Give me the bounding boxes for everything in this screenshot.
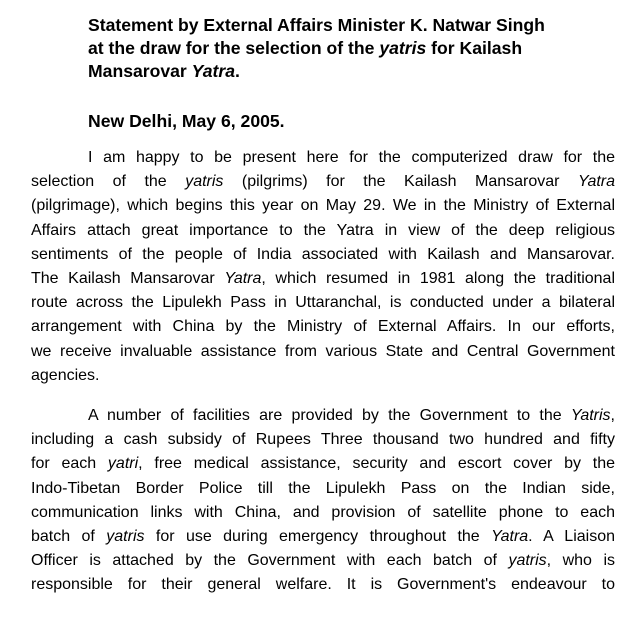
text-line: at the draw for the selection of the yatris for Kailash <box>88 38 523 58</box>
text-line: selection of the yatris (pilgrims) for the Kailash Mansarovar Yatra <box>31 173 616 191</box>
text-line: Statement by External Affairs Minister K. Natwar Singh <box>88 15 545 35</box>
text-line: sentiments of the people of India associated with Kailash and Mansarovar. <box>31 245 615 263</box>
text-line: route across the Lipulekh Pass in Uttaranchal, is conducted under a bilateral <box>31 294 615 312</box>
text-line: (pilgrimage), which begins this year on May 29. We in the Ministry of External <box>31 197 615 215</box>
italic-term: Yatra <box>577 173 616 191</box>
text-line: The Kailash Mansarovar Yatra, which resumed in 1981 along the traditional <box>31 270 616 288</box>
text-line: Affairs attach great importance to the Yatra in view of the deep religious <box>31 221 615 239</box>
italic-term: yatris <box>379 38 427 58</box>
text-line: communication links with China, and provision of satellite phone to each <box>31 503 615 521</box>
text-line: A number of facilities are provided by the Government to the Yatris, <box>88 407 615 424</box>
paragraph-1 <box>31 146 615 388</box>
text-line: agencies. <box>31 366 100 384</box>
italic-term: Yatra <box>491 528 529 546</box>
italic-term: yatri <box>107 455 139 473</box>
italic-term: Yatra <box>191 61 236 81</box>
statement-heading <box>88 14 628 83</box>
dateline: New Delhi, May 6, 2005. <box>88 111 285 131</box>
text-line: Indo-Tibetan Border Police till the Lipulekh Pass on the Indian side, <box>31 479 615 497</box>
text-line: batch of yatris for use during emergency throughout the Yatra. A Liaison <box>31 528 616 546</box>
text-line: Officer is attached by the Government with each batch of yatris, who is <box>31 552 615 570</box>
italic-term: Yatris <box>570 407 611 424</box>
text-line: for each yatri, free medical assistance, security and escort cover by the <box>31 455 615 473</box>
text-line: Mansarovar Yatra. <box>88 61 240 81</box>
italic-term: yatris <box>106 528 145 546</box>
text-line: responsible for their general welfare. It is Government's endeavour to <box>31 576 615 594</box>
text-line: I am happy to be present here for the computerized draw for the <box>88 149 615 166</box>
italic-term: yatris <box>185 173 224 191</box>
text-line: including a cash subsidy of Rupees Three thousand two hundred and fifty <box>31 431 615 449</box>
text-line: arrangement with China by the Ministry of External Affairs. In our efforts, <box>31 318 615 336</box>
italic-term: Yatra <box>224 270 262 288</box>
italic-term: yatris <box>508 552 547 570</box>
text-line: we receive invaluable assistance from various State and Central Government <box>31 342 615 360</box>
paragraph-2 <box>31 404 615 598</box>
